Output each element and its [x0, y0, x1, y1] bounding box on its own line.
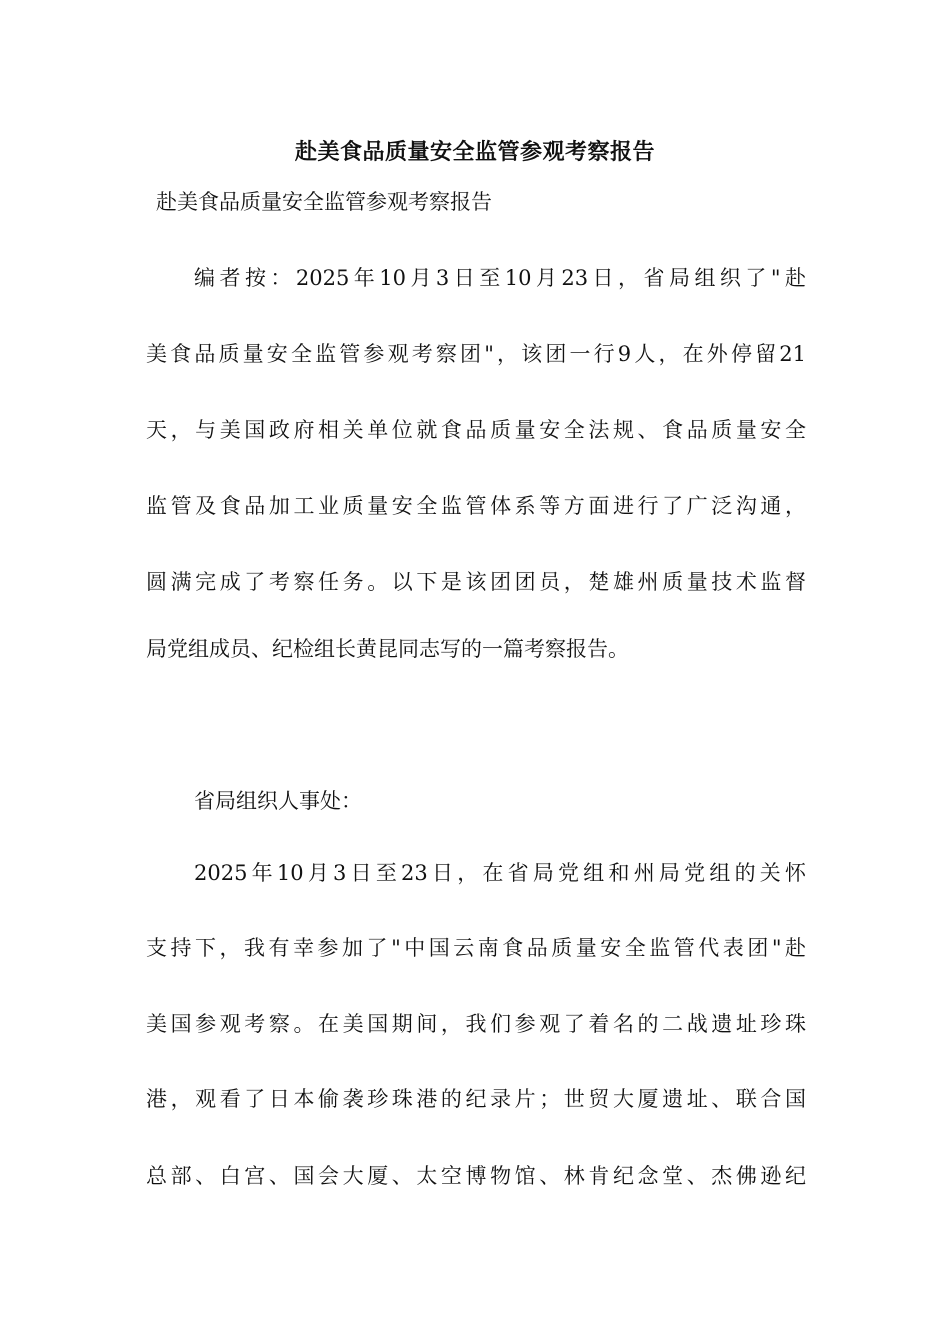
document-title: 赴美食品质量安全监管参观考察报告 — [294, 139, 655, 165]
editor-note-line: 编者按：2025年10月3日至10月23日，省局组织了"赴 — [194, 266, 806, 290]
salutation: 省局组织人事处： — [194, 789, 362, 813]
editor-note-line: 美食品质量安全监管参观考察团"，该团一行9人，在外停留21 — [146, 342, 806, 366]
body-line: 总部、白宫、国会大厦、太空博物馆、林肯纪念堂、杰佛逊纪 — [146, 1164, 806, 1188]
editor-note-line: 局党组成员、纪检组长黄昆同志写的一篇考察报告。 — [146, 637, 629, 661]
body-line: 支持下，我有幸参加了"中国云南食品质量安全监管代表团"赴 — [146, 936, 806, 960]
editor-note-line: 监管及食品加工业质量安全监管体系等方面进行了广泛沟通， — [146, 494, 806, 518]
body-line: 美国参观考察。在美国期间，我们参观了着名的二战遗址珍珠 — [146, 1012, 806, 1036]
editor-note-line: 天，与美国政府相关单位就食品质量安全法规、食品质量安全 — [146, 418, 806, 442]
body-line: 港，观看了日本偷袭珍珠港的纪录片；世贸大厦遗址、联合国 — [146, 1087, 806, 1111]
document-subtitle: 赴美食品质量安全监管参观考察报告 — [156, 190, 492, 214]
editor-note-line: 圆满完成了考察任务。以下是该团团员，楚雄州质量技术监督 — [146, 570, 806, 594]
body-line: 2025年10月3日至23日，在省局党组和州局党组的关怀 — [194, 861, 806, 885]
